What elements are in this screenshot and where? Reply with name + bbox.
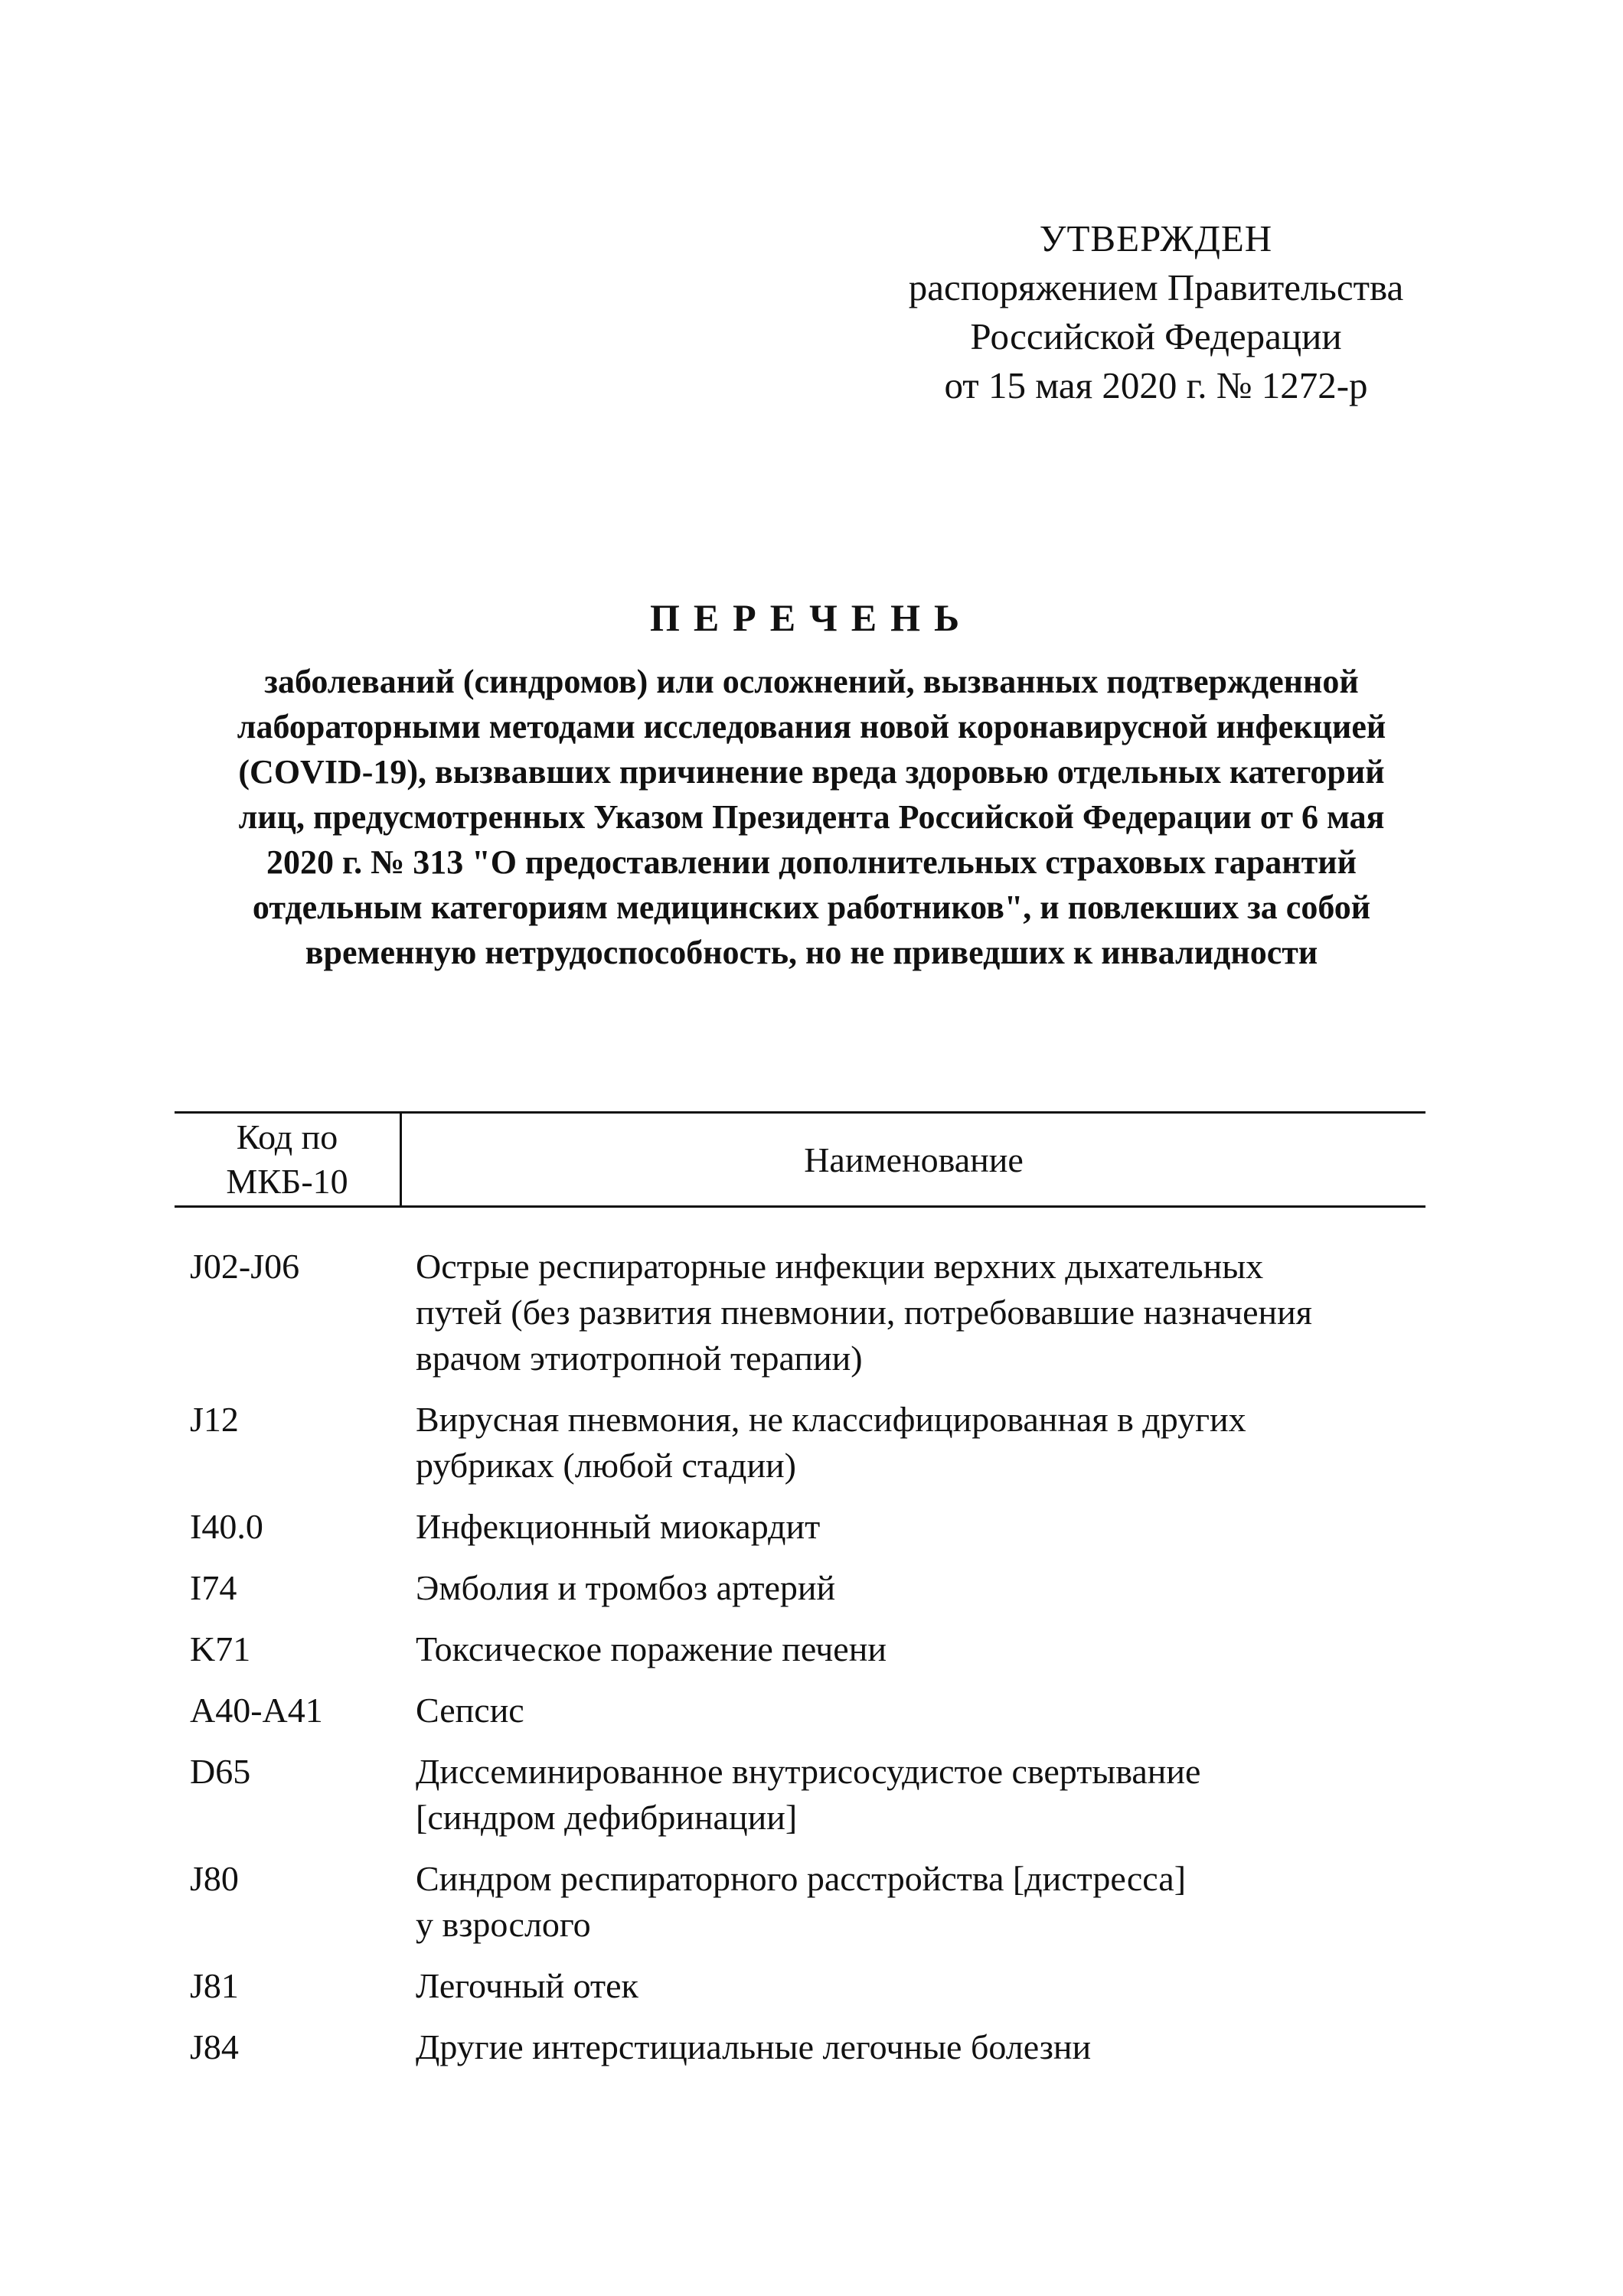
row-name: Диссеминированное внутрисосудистое свертывание [синдром дефибринации] [416,1752,1201,1837]
table-row [190,1397,1445,1489]
table-row [190,1504,1445,1550]
table-row [190,1963,1445,2009]
row-code: I40.0 [190,1507,263,1546]
row-code: J02-J06 [190,1247,300,1286]
row-code: J81 [190,1966,239,2005]
row-code: J80 [190,1859,239,1898]
table-row [190,1856,1445,1948]
document-heading [153,593,1470,975]
table-row [190,2024,1445,2070]
header-code-line-2: МКБ-10 [226,1162,348,1201]
table-body [190,1244,1445,2086]
row-code: A40-A41 [190,1691,323,1730]
table-row [190,1244,1445,1381]
row-name: Токсическое поражение печени [416,1629,887,1668]
table-row [190,1749,1445,1841]
row-name: Вирусная пневмония, не классифицированная в других рубриках (любой стадии) [416,1400,1246,1485]
row-name: Сепсис [416,1691,524,1730]
row-name: Острые респираторные инфекции верхних дыхательных путей (без развития пневмонии, потребовавшие назначения врачом этиотропной терапии) [416,1247,1312,1378]
approval-stamp: УТВЕРЖДЕН [1039,217,1273,259]
header-code-line-1: Код по [236,1117,338,1156]
row-name: Эмболия и тромбоз артерий [416,1568,836,1607]
approval-line-1: распоряжением Правительства [908,266,1404,308]
row-code: D65 [190,1752,251,1791]
row-code: K71 [190,1629,251,1668]
row-name: Синдром респираторного расстройства [дистресса] у взрослого [416,1859,1187,1944]
row-code: J84 [190,2027,239,2066]
row-code: I74 [190,1568,237,1607]
approval-line-2: Российской Федерации [970,315,1342,357]
table-row [190,1688,1445,1733]
row-name: Другие интерстициальные легочные болезни [416,2027,1092,2066]
approval-line-3: от 15 мая 2020 г. № 1272-р [944,364,1368,406]
approval-block [873,214,1439,410]
row-name: Легочный отек [416,1966,638,2005]
table-header [175,1111,1425,1208]
row-name: Инфекционный миокардит [416,1507,821,1546]
header-name-column: Наименование [804,1140,1024,1179]
table-row [190,1626,1445,1672]
header-code-column [175,1114,402,1205]
table-row [190,1565,1445,1611]
document-subtitle: заболеваний (синдромов) или осложнений, вызванных подтвержденной лабораторными методами исследования новой коронавирусной инфекцией (COVID-19), вызвавших причинение вреда здоровью отдельных категорий лиц, предусмотренных Указом Президента Российской Федерации от 6 мая 2020 г. № 313 "О предоставлении дополнительных страховых гарантий отдельным категориям медицинских работников", и повлекших за собой временную нетрудоспособность, но не приведших к инвалидности [237,663,1386,971]
row-code: J12 [190,1400,239,1439]
document-title: ПЕРЕЧЕНЬ [649,596,974,639]
